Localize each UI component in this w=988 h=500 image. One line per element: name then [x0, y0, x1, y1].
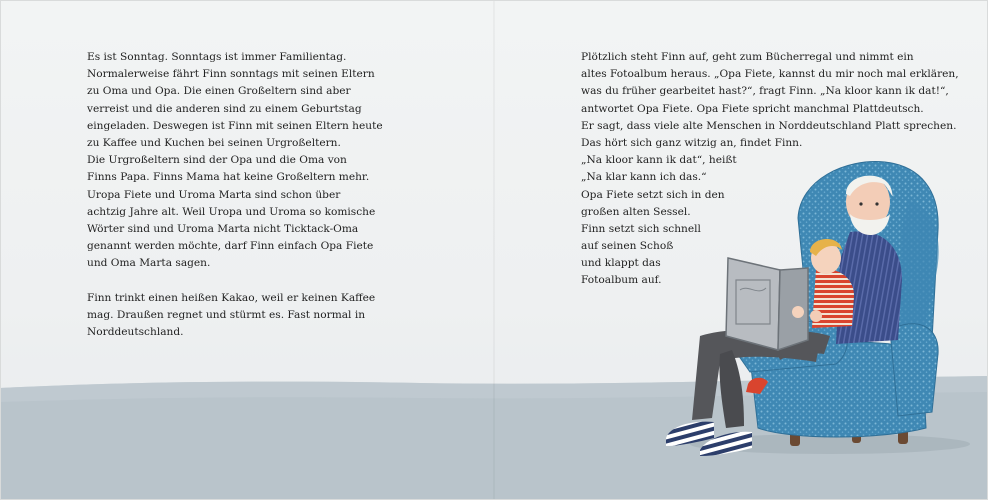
left-page-text	[87, 49, 383, 341]
left-line: verreist und die anderen sind zu einem Geburtstag	[87, 102, 362, 115]
left-line: zu Oma und Opa. Die einen Großeltern sind aber	[87, 85, 351, 98]
right-line: Das hört sich ganz witzig an, findet Finn.	[581, 136, 803, 149]
right-line: Fotoalbum auf.	[581, 274, 662, 287]
left-line: Es ist Sonntag. Sonntags ist immer Familientag.	[87, 51, 347, 63]
right-line: altes Fotoalbum heraus. „Opa Fiete, kannst du mir noch mal erklären,	[581, 68, 959, 81]
right-line: Plötzlich steht Finn auf, geht zum Bücherregal und nimmt ein	[581, 51, 914, 63]
left-line: genannt werden möchte, darf Finn einfach Opa Fiete	[87, 240, 374, 253]
left-line: Finn trinkt einen heißen Kakao, weil er keinen Kaffee	[87, 291, 376, 304]
right-line: Opa Fiete setzt sich in den	[581, 188, 725, 201]
left-line: Normalerweise fährt Finn sonntags mit seinen Eltern	[87, 68, 375, 81]
left-line: Die Urgroßeltern sind der Opa und die Oma von	[87, 154, 347, 167]
page-gutter	[493, 0, 495, 500]
right-line: was du früher gearbeitet hast?“, fragt Finn. „Na kloor kann ik dat!“,	[581, 85, 949, 98]
left-line: Uropa Fiete und Uroma Marta sind schon über	[87, 188, 341, 201]
right-line: und klappt das	[581, 257, 661, 270]
grandpa-reading-album-illustration	[640, 140, 980, 480]
left-line: mag. Draußen regnet und stürmt es. Fast normal in	[87, 308, 366, 321]
right-line: antwortet Opa Fiete. Opa Fiete spricht manchmal Plattdeutsch.	[581, 102, 924, 115]
left-line: Wörter sind und Uroma Marta nicht Ticktack-Oma	[87, 222, 359, 235]
paragraph-gap	[87, 272, 383, 289]
left-line: und Oma Marta sagen.	[87, 257, 211, 270]
right-line: „Na klar kann ich das.“	[581, 171, 707, 184]
left-line: Norddeutschland.	[87, 326, 184, 338]
left-line: achtzig Jahre alt. Weil Uropa und Uroma so komische	[87, 205, 376, 218]
right-line: auf seinen Schoß	[581, 240, 674, 253]
right-line: Er sagt, dass viele alte Menschen in Norddeutschland Platt sprechen.	[581, 119, 957, 132]
left-line: eingeladen. Deswegen ist Finn mit seinen Eltern heute	[87, 119, 383, 132]
left-line: Finns Papa. Finns Mama hat keine Großeltern mehr.	[87, 171, 370, 184]
left-line: zu Kaffee und Kuchen bei seinen Urgroßeltern.	[87, 136, 341, 149]
right-line: Finn setzt sich schnell	[581, 222, 701, 235]
right-line: „Na kloor kann ik dat“, heißt	[581, 154, 737, 167]
right-line: großen alten Sessel.	[581, 205, 691, 218]
